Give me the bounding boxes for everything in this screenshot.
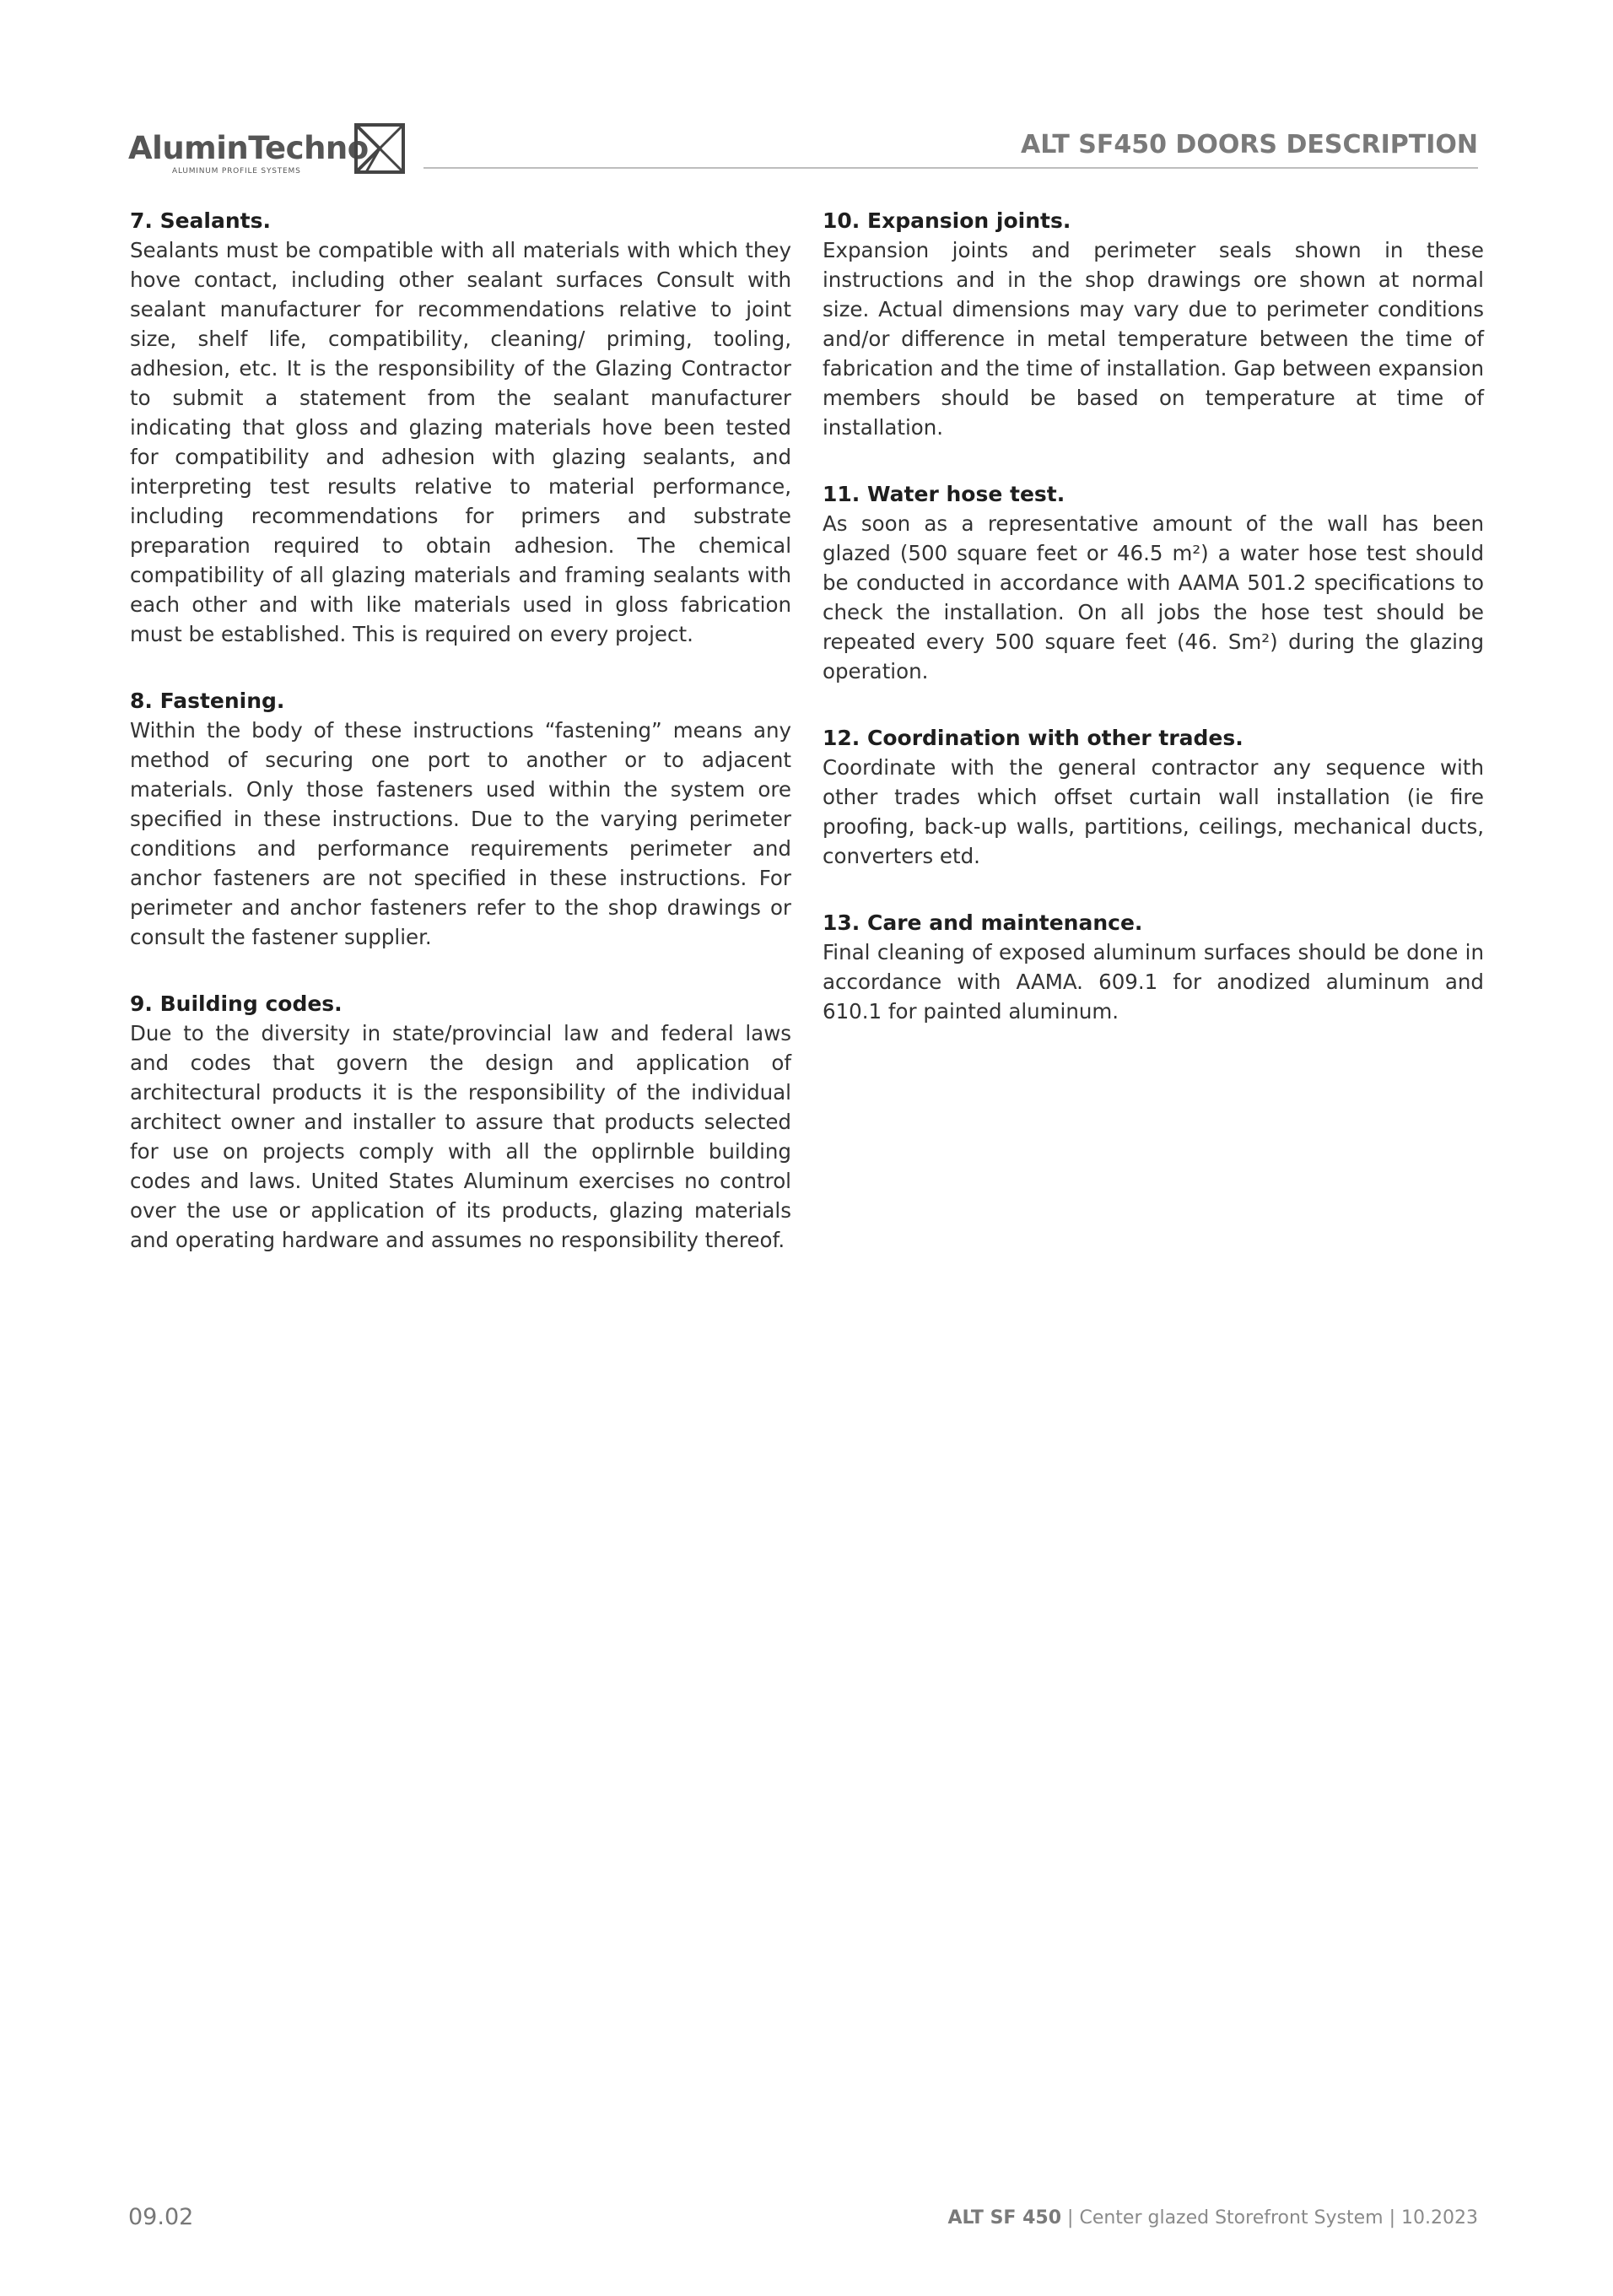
footer-separator: | bbox=[1383, 2207, 1402, 2228]
section-body: Coordinate with the general contractor any sequence with other trades which offset curtain wall installation (ie fire proofing, back-up walls, partitions, ceilings, mechanical ducts, converters etd. bbox=[823, 755, 1484, 868]
header-divider bbox=[423, 167, 1478, 169]
section-coordination bbox=[823, 723, 1484, 871]
section-body: Final cleaning of exposed aluminum surfaces should be done in accordance with AAMA. 609.1 for anodized aluminum and 610.1 for painted aluminum. bbox=[823, 940, 1484, 1024]
section-heading: 11. Water hose test. bbox=[823, 482, 1065, 506]
section-body: Due to the diversity in state/provincial law and federal laws and codes that govern the design and application of architectural products it is the responsibility of the individual architect owner and installer to assure that products selected for use on projects comply with all the opplirnble building codes and laws. United States Aluminum exercises no control over the use or application of its products, glazing materials and operating hardware and assumes no responsibility thereof. bbox=[130, 1021, 791, 1252]
section-care-maintenance bbox=[823, 908, 1484, 1026]
page-number: 09.02 bbox=[128, 2204, 194, 2230]
section-body: Expansion joints and perimeter seals shown in these instructions and in the shop drawings ore shown at normal size. Actual dimensions may vary due to perimeter conditions and/or difference in metal temperature between the time of fabrication and the time of installation. Gap between expansion members should be based on temperature at time of installation. bbox=[823, 238, 1484, 440]
section-heading: 9. Building codes. bbox=[130, 991, 343, 1016]
section-heading: 7. Sealants. bbox=[130, 208, 271, 233]
section-building-codes bbox=[130, 989, 791, 1255]
section-heading: 10. Expansion joints. bbox=[823, 208, 1071, 233]
footer-description: Center glazed Storefront System bbox=[1079, 2207, 1384, 2228]
right-column bbox=[823, 206, 1484, 1063]
section-expansion-joints bbox=[823, 206, 1484, 442]
section-body: Within the body of these instructions “fastening” means any method of securing one port to another or to adjacent materials. Only those fasteners used within the system ore specified in these instructions. Due to the varying perimeter conditions and performance requirements perimeter and anchor fasteners are not specified in these instructions. For perimeter and anchor fasteners refer to the shop drawings or consult the fastener supplier. bbox=[130, 718, 791, 949]
logo-text: AluminTechno bbox=[128, 130, 369, 166]
company-logo bbox=[128, 123, 415, 177]
footer-separator: | bbox=[1061, 2207, 1080, 2228]
section-heading: 13. Care and maintenance. bbox=[823, 910, 1143, 935]
left-column bbox=[130, 206, 791, 1292]
logo-mark-icon bbox=[354, 123, 405, 174]
section-heading: 8. Fastening. bbox=[130, 689, 285, 713]
section-water-hose-test bbox=[823, 479, 1484, 686]
logo-subtitle: ALUMINUM PROFILE SYSTEMS bbox=[172, 167, 301, 176]
section-body: Sealants must be compatible with all materials with which they hove contact, including other sealant surfaces Consult with sealant manufacturer for recommendations relative to joint size, shelf life, compatibility, cleaning/ priming, tooling, adhesion, etc. It is the responsibility of the Glazing Contractor to submit a statement from the sealant manufacturer indicating that gloss and glazing materials hove been tested for compatibility and adhesion with glazing sealants, and interpreting test results relative to material performance, including recommendations for primers and substrate preparation required to obtain adhesion. The chemical compatibility of all glazing materials and framing sealants with each other and with like materials used in gloss fabrication must be established. This is required on every project. bbox=[130, 238, 791, 646]
footer-date: 10.2023 bbox=[1401, 2207, 1478, 2228]
document-title: ALT SF450 DOORS DESCRIPTION bbox=[1020, 130, 1478, 159]
footer-product: ALT SF 450 bbox=[947, 2207, 1062, 2228]
section-body: As soon as a representative amount of the wall has been glazed (500 square feet or 46.5 m²) a water hose test should be conducted in accordance with AAMA 501.2 specifications to check the installation. On all jobs the hose test should be repeated every 500 square feet (46. Sm²) during the glazing operation. bbox=[823, 511, 1484, 683]
footer-info bbox=[948, 2207, 1478, 2228]
section-heading: 12. Coordination with other trades. bbox=[823, 726, 1243, 750]
section-sealants bbox=[130, 206, 791, 649]
section-fastening bbox=[130, 686, 791, 952]
